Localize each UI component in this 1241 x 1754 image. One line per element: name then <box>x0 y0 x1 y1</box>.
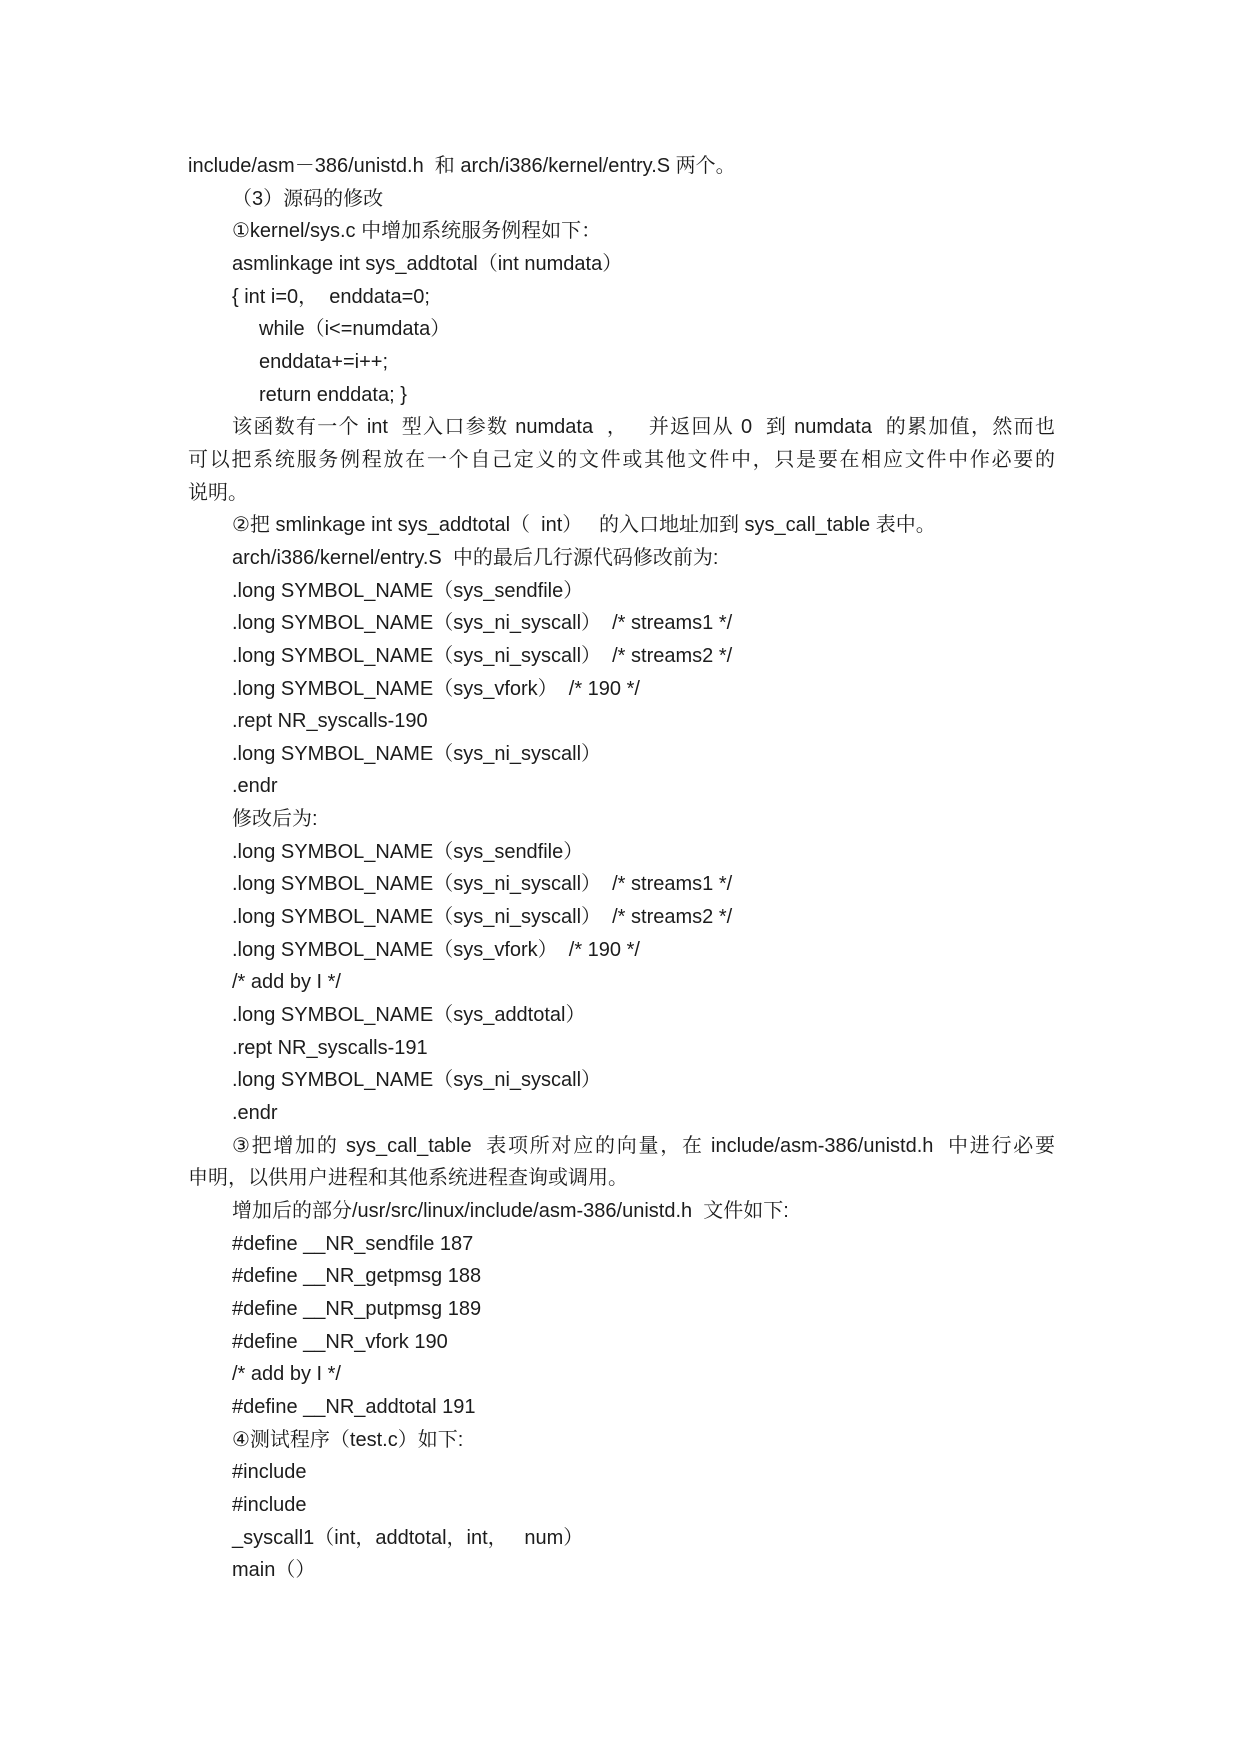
step-1-code-line: enddata+=i++; <box>259 350 389 373</box>
step-2-after-code-line: .long SYMBOL_NAME（sys_vfork） /* 190 */ <box>232 938 640 961</box>
step-2-before-code-line: .long SYMBOL_NAME（sys_vfork） /* 190 */ <box>232 677 640 700</box>
document-page <box>188 150 1055 1587</box>
step-2-after-code-line: .long SYMBOL_NAME（sys_sendfile） <box>232 840 584 863</box>
step-4-code-line: main（） <box>232 1559 316 1582</box>
step-1-explanation-line: 说明。 <box>188 481 248 504</box>
step-1-heading: ①kernel/sys.c 中增加系统服务例程如下： <box>232 220 602 243</box>
step-2-after-code-line: .long SYMBOL_NAME（sys_ni_syscall） /* streams2 */ <box>232 906 733 929</box>
step-2-before-code-line: .endr <box>232 775 278 798</box>
step-2-after-code-line: .rept NR_syscalls-191 <box>232 1036 428 1059</box>
step-2-before-code-line: .long SYMBOL_NAME（sys_ni_syscall） <box>232 742 602 765</box>
continuation-line: include/asm－386/unistd.h 和 arch/i386/kernel/entry.S 两个。 <box>188 155 736 177</box>
step-2-after-code-line: .endr <box>232 1102 278 1125</box>
step-1-code-line: return enddata; } <box>259 383 407 406</box>
step-3-code-line: #define __NR_getpmsg 188 <box>232 1265 482 1288</box>
step-2-before-code-line: .long SYMBOL_NAME（sys_ni_syscall） /* streams2 */ <box>232 644 733 667</box>
step-2-before-intro: arch/i386/kernel/entry.S 中的最后几行源代码修改前为: <box>232 546 719 569</box>
section-heading: （3）源码的修改 <box>232 187 384 210</box>
step-1-code-line: asmlinkage int sys_addtotal（int numdata） <box>232 252 623 275</box>
step-3-code-line: #define __NR_putpmsg 189 <box>232 1297 482 1320</box>
step-2-before-code-line: .rept NR_syscalls-190 <box>232 710 428 733</box>
step-3-code-line: #define __NR_addtotal 191 <box>232 1395 476 1418</box>
step-2-before-code-line: .long SYMBOL_NAME（sys_ni_syscall） /* streams1 */ <box>232 612 733 635</box>
step-4-code-line: #include <box>232 1461 307 1484</box>
step-3-heading-line: 申明，以供用户进程和其他系统进程查询或调用。 <box>188 1167 628 1190</box>
step-3-code-line: #define __NR_vfork 190 <box>232 1330 448 1353</box>
step-1-explanation-line: 可以把系统服务例程放在一个自己定义的文件或其他文件中，只是要在相应文件中作必要的 <box>188 448 1055 471</box>
step-2-heading: ②把 smlinkage int sys_addtotal（ int） 的入口地址加到 sys_call_table 表中。 <box>232 514 936 537</box>
step-1-code-line: while（i<=numdata） <box>259 318 451 341</box>
step-2-after-code-line: /* add by I */ <box>232 971 341 994</box>
step-3-code-line: #define __NR_sendfile 187 <box>232 1232 474 1255</box>
step-3-code-line: /* add by I */ <box>232 1363 341 1386</box>
step-3-file-intro: 增加后的部分/usr/src/linux/include/asm-386/unistd.h 文件如下: <box>232 1200 789 1222</box>
step-4-heading: ④测试程序（test.c）如下: <box>232 1428 464 1451</box>
step-2-before-code-line: .long SYMBOL_NAME（sys_sendfile） <box>232 579 584 602</box>
step-4-code-line: _syscall1（int，addtotal，int， num） <box>232 1526 584 1549</box>
step-1-code-line: { int i=0， enddata=0; <box>232 285 430 308</box>
step-2-after-code-line: .long SYMBOL_NAME（sys_ni_syscall） <box>232 1069 602 1092</box>
step-4-code-line: #include <box>232 1493 307 1516</box>
step-2-after-code-line: .long SYMBOL_NAME（sys_addtotal） <box>232 1004 586 1027</box>
step-2-after-intro: 修改后为: <box>232 808 318 831</box>
step-1-explanation-line: 该函数有一个 int 型入口参数 numdata ， 并返回从 0 到 numdata 的累加值，然而也 <box>232 416 1055 439</box>
step-3-heading-line: ③把增加的 sys_call_table 表项所对应的向量，在 include/asm-386/unistd.h 中进行必要 <box>232 1134 1055 1157</box>
step-2-after-code-line: .long SYMBOL_NAME（sys_ni_syscall） /* streams1 */ <box>232 873 733 896</box>
